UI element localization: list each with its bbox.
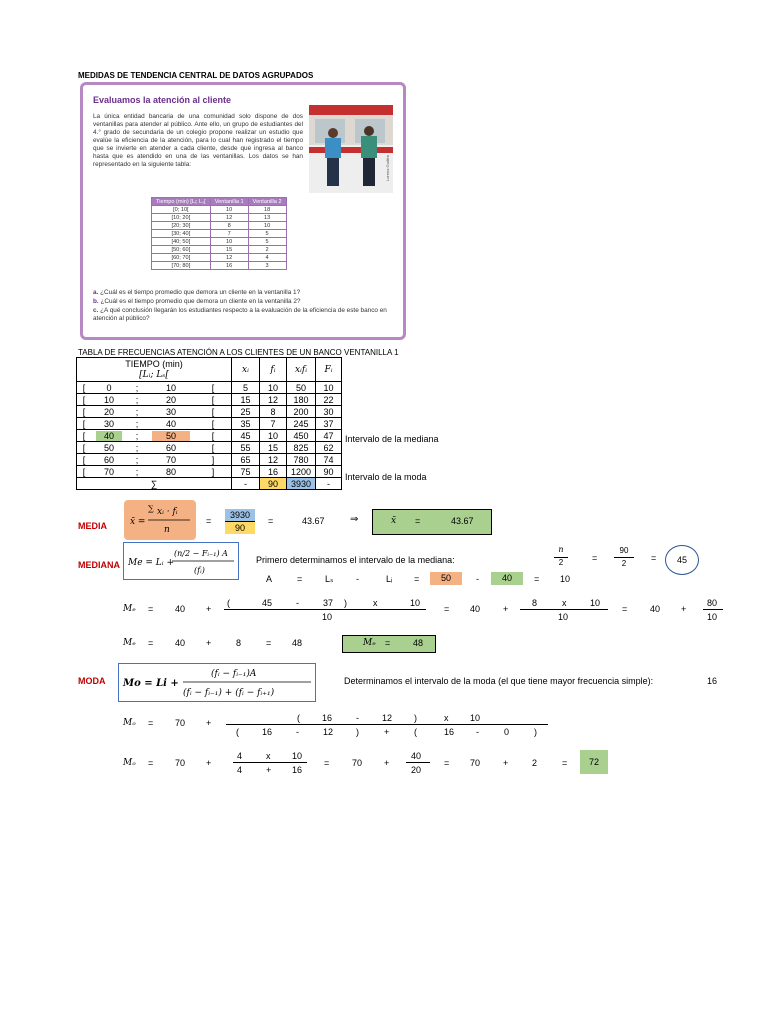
problem-table-cell: 5 — [248, 230, 286, 238]
moda-intro: Determinamos el intervalo de la moda (el que tiene mayor frecuencia simple): — [344, 676, 654, 686]
amp-minus2: - — [476, 574, 479, 584]
question-b: b. ¿Cuál es el tiempo promedio que demora un cliente en la ventanilla 2? — [93, 298, 301, 305]
problem-table-cell: 5 — [248, 238, 286, 246]
amp-upper: 50 — [430, 572, 462, 585]
table-row — [77, 418, 342, 430]
amp-lower: 40 — [491, 572, 523, 585]
header-tiempo: TIEMPO (min) [Lᵢ; Lₛ[ — [77, 358, 232, 382]
cell-a: 0 — [106, 382, 112, 393]
problem-table-cell: [10; 20[ — [152, 214, 211, 222]
cell-xi: 15 — [240, 394, 251, 405]
table-row — [77, 466, 342, 478]
table-cell — [316, 466, 342, 478]
table-cell — [232, 454, 260, 466]
cell-b: 20 — [165, 394, 176, 405]
table-cell — [91, 466, 127, 478]
cell-a: 50 — [103, 442, 114, 453]
cell-fi: 15 — [267, 442, 278, 453]
table-cell — [287, 406, 316, 418]
problem-card — [80, 82, 406, 340]
cell-xifi: 180 — [293, 394, 309, 405]
table-cell — [232, 442, 260, 454]
table-cell — [195, 394, 232, 406]
table-cell — [77, 430, 92, 442]
problem-table-row — [152, 214, 287, 222]
table-cell — [260, 418, 287, 430]
cell-b: 80 — [165, 466, 176, 477]
table-cell — [127, 382, 147, 394]
table-cell — [316, 430, 342, 442]
problem-text: La única entidad bancaria de una comunidad solo dispone de dos ventanillas para atender al público. Ante ello, un grupo de estudiantes del 4.° grado de secundaria de un colegio propone realizar un estudio que evalúe la eficiencia de la atención, para lo cual han registrado el tiempo que se invierte en atender a cada cliente, desde que ingresa al banco hasta que es atendido en una de las ventanillas. Los datos se han representado en la siguiente tabla: — [93, 113, 303, 168]
cell-xifi: 1200 — [290, 466, 312, 477]
half-bottom: 2 — [621, 559, 627, 568]
problem-table-header: Ventanilla 2 — [248, 198, 286, 206]
table-cell — [91, 454, 127, 466]
table-cell — [91, 430, 127, 442]
cell-a: 60 — [103, 454, 114, 465]
problem-table-cell: [20; 30[ — [152, 222, 211, 230]
cell-xifi: 245 — [293, 418, 309, 429]
table-cell — [316, 442, 342, 454]
table-cell — [232, 406, 260, 418]
median-formula — [123, 542, 239, 580]
cell-fi: 10 — [267, 430, 278, 441]
table-cell — [260, 406, 287, 418]
n-bottom: 2 — [558, 558, 564, 567]
cell-xifi: 450 — [293, 430, 309, 441]
media-denominator: 90 — [225, 522, 255, 534]
cell-s: ; — [135, 394, 139, 405]
table-cell — [232, 382, 260, 394]
cell-o: [ — [82, 430, 86, 441]
table-row — [77, 442, 342, 454]
problem-table-cell: 16 — [210, 262, 248, 270]
table-cell — [232, 418, 260, 430]
n-top: n — [558, 545, 564, 554]
cell-s: ; — [135, 454, 139, 465]
mediana-label: MEDIANA — [78, 560, 120, 570]
header-xi: xᵢ — [232, 358, 260, 382]
cell-fi: 12 — [267, 394, 278, 405]
table-cell — [127, 466, 147, 478]
table-cell — [232, 394, 260, 406]
cell-xifi: 825 — [293, 442, 309, 453]
problem-table-cell: 3 — [248, 262, 286, 270]
amp-value: 10 — [560, 574, 571, 584]
cell-fi: 8 — [270, 406, 276, 417]
media-value: 43.67 — [302, 516, 325, 526]
table-cell — [287, 418, 316, 430]
table-cell — [316, 406, 342, 418]
sum-symbol: ∑ — [77, 478, 232, 490]
mediana-eq1: = — [592, 553, 598, 563]
page-title: MEDIDAS DE TENDENCIA CENTRAL DE DATOS AGRUPADOS — [78, 71, 314, 80]
problem-table-cell: [0; 10[ — [152, 206, 211, 214]
table-cell — [260, 430, 287, 442]
cell-b: 50 — [152, 431, 190, 441]
problem-table-cell: 13 — [248, 214, 286, 222]
table-cell — [260, 394, 287, 406]
table-cell — [147, 394, 195, 406]
cell-fi: 10 — [267, 382, 278, 393]
table-cell — [195, 406, 232, 418]
table-cell — [316, 394, 342, 406]
table-cell — [91, 418, 127, 430]
mediana-intro: Primero determinamos el intervalo de la mediana: — [256, 555, 455, 565]
table-cell — [260, 382, 287, 394]
table-cell — [195, 418, 232, 430]
svg-text:(fᵢ − fᵢ₋₁) + (fᵢ − fᵢ₊₁): (fᵢ − fᵢ₋₁) + (fᵢ − fᵢ₊₁) — [183, 688, 275, 698]
cell-s: ; — [135, 406, 139, 417]
cell-o: [ — [82, 466, 86, 477]
amp-minus: - — [356, 574, 359, 584]
svg-text:n: n — [164, 525, 170, 535]
question-c: c. ¿A qué conclusión llegarán los estudiantes respecto a la evaluación de la eficiencia de este banco en atención al público? — [93, 307, 387, 322]
problem-table-row — [152, 230, 287, 238]
cell-fi: 12 — [267, 454, 278, 465]
table-cell — [287, 394, 316, 406]
problem-table — [151, 197, 287, 270]
table-cell — [287, 466, 316, 478]
mean-formula — [124, 500, 196, 540]
cell-Fi: 47 — [323, 430, 334, 441]
cell-a: 20 — [103, 406, 114, 417]
cell-xi: 75 — [240, 466, 251, 477]
header-xifi: xᵢfᵢ — [287, 358, 316, 382]
media-arrow: ⇒ — [350, 514, 359, 525]
mode-result-box: 72 — [580, 750, 608, 774]
table-cell — [127, 442, 147, 454]
cell-c: ] — [211, 454, 215, 465]
half-top: 90 — [619, 546, 629, 555]
svg-text:(fᵢ − fᵢ₋₁)A: (fᵢ − fᵢ₋₁)A — [211, 669, 257, 679]
table-cell — [91, 442, 127, 454]
problem-table-cell: [30; 40[ — [152, 230, 211, 238]
header-Fi: Fᵢ — [316, 358, 342, 382]
problem-table-cell: [50; 60[ — [152, 246, 211, 254]
problem-table-row — [152, 222, 287, 230]
cell-b: 60 — [165, 442, 176, 453]
median-position-circle: 45 — [665, 545, 699, 575]
table-row — [77, 382, 342, 394]
header-fi: fᵢ — [260, 358, 287, 382]
amp-Li: Lᵢ — [386, 574, 393, 584]
table-cell — [77, 394, 92, 406]
table-cell — [127, 454, 147, 466]
sum-xi: - — [232, 478, 260, 490]
table-cell — [147, 418, 195, 430]
problem-table-cell: [40; 50[ — [152, 238, 211, 246]
table-cell — [147, 406, 195, 418]
cell-Fi: 62 — [323, 442, 334, 453]
svg-text:Me = Lᵢ +: Me = Lᵢ + — [128, 558, 174, 568]
problem-table-cell: 10 — [210, 206, 248, 214]
table-cell — [127, 394, 147, 406]
cell-fi: 7 — [270, 418, 276, 429]
problem-table-cell: 4 — [248, 254, 286, 262]
cell-c: [ — [211, 442, 215, 453]
svg-text:xᵢ · fᵢ: xᵢ · fᵢ — [157, 507, 178, 517]
table-cell — [91, 382, 127, 394]
cell-a: 10 — [103, 394, 114, 405]
amp-eqC: = — [534, 574, 540, 584]
cell-xi: 45 — [240, 430, 251, 441]
problem-table-row — [152, 238, 287, 246]
cell-xifi: 200 — [293, 406, 309, 417]
cell-b: 10 — [165, 382, 176, 393]
cell-c: [ — [211, 418, 215, 429]
table-row — [77, 406, 342, 418]
cell-s: ; — [135, 466, 139, 477]
table-cell — [287, 430, 316, 442]
cell-o: [ — [82, 418, 86, 429]
cell-xifi: 780 — [293, 454, 309, 465]
media-eq: = — [206, 516, 212, 526]
svg-text:(n/2 − Fᵢ₋₁) A: (n/2 − Fᵢ₋₁) A — [174, 549, 228, 558]
table-cell — [77, 406, 92, 418]
cell-b: 30 — [165, 406, 176, 417]
table-cell — [195, 382, 232, 394]
amp-eq: = — [297, 574, 303, 584]
table-cell — [77, 418, 92, 430]
table-cell — [91, 394, 127, 406]
problem-table-cell: 18 — [248, 206, 286, 214]
question-a: a. ¿Cuál es el tiempo promedio que demora un cliente en la ventanilla 1? — [93, 289, 301, 296]
problem-table-row — [152, 254, 287, 262]
table-cell — [195, 442, 232, 454]
cell-s: ; — [135, 418, 139, 429]
cell-o: [ — [82, 406, 86, 417]
median-result-box: Mₑ = 48 — [342, 635, 436, 653]
moda-freq: 16 — [707, 676, 718, 686]
table-cell — [195, 430, 232, 442]
table-cell — [147, 454, 195, 466]
table-cell — [195, 466, 232, 478]
table-cell — [195, 454, 232, 466]
cell-b: 70 — [165, 454, 176, 465]
cell-b: 40 — [165, 418, 176, 429]
cell-c: [ — [211, 430, 215, 441]
table-cell — [127, 418, 147, 430]
table-cell — [147, 442, 195, 454]
problem-heading: Evaluamos la atención al cliente — [93, 95, 232, 105]
media-result: x̄ = 43.67 — [372, 509, 492, 535]
photo-credit: Lorena Guillén — [385, 155, 390, 182]
cell-s: ; — [135, 430, 139, 441]
table-cell — [316, 382, 342, 394]
problem-table-cell: 8 — [210, 222, 248, 230]
svg-text:∑: ∑ — [148, 504, 154, 513]
problem-table-cell: [70; 80[ — [152, 262, 211, 270]
cell-Fi: 10 — [323, 382, 334, 393]
cell-fi: 16 — [267, 466, 278, 477]
problem-table-cell: 10 — [248, 222, 286, 230]
table-row — [77, 454, 342, 466]
moda-label: MODA — [78, 676, 106, 686]
cell-a: 70 — [103, 466, 114, 477]
cell-xi: 65 — [240, 454, 251, 465]
problem-table-header: Ventanilla 1 — [210, 198, 248, 206]
cell-xi: 25 — [240, 406, 251, 417]
mediana-eq2: = — [651, 553, 657, 563]
sum-Fi: - — [316, 478, 342, 490]
table-cell — [232, 430, 260, 442]
svg-text:Mo = Li +: Mo = Li + — [123, 678, 179, 689]
table-cell — [316, 418, 342, 430]
table-cell — [77, 454, 92, 466]
media-numerator: 3930 — [225, 509, 255, 521]
table-cell — [147, 430, 195, 442]
table-cell — [147, 466, 195, 478]
table-cell — [287, 382, 316, 394]
table-caption: TABLA DE FRECUENCIAS ATENCIÓN A LOS CLIENTES DE UN BANCO VENTANILLA 1 — [78, 348, 399, 357]
cell-a: 40 — [96, 431, 122, 441]
mode-interval-note: Intervalo de la moda — [345, 472, 427, 482]
problem-table-cell: [60; 70[ — [152, 254, 211, 262]
table-cell — [91, 406, 127, 418]
amp-eqB: = — [414, 574, 420, 584]
media-eq2: = — [268, 516, 274, 526]
problem-table-row — [152, 206, 287, 214]
svg-text:(fᵢ): (fᵢ) — [194, 566, 205, 575]
cell-s: ; — [135, 442, 139, 453]
table-cell — [287, 454, 316, 466]
cell-Fi: 90 — [323, 466, 334, 477]
problem-table-row — [152, 262, 287, 270]
mode-formula — [118, 663, 316, 702]
amp-A: A — [266, 574, 273, 584]
table-cell — [316, 454, 342, 466]
cell-xi: 5 — [242, 382, 248, 393]
problem-table-cell: 12 — [210, 254, 248, 262]
cell-o: [ — [82, 454, 86, 465]
table-cell — [77, 382, 92, 394]
problem-table-header: Tiempo (min) [Lᵢ; Lₛ[ — [152, 198, 211, 206]
table-cell — [147, 382, 195, 394]
table-cell — [77, 466, 92, 478]
problem-table-cell: 15 — [210, 246, 248, 254]
median-interval-note: Intervalo de la mediana — [345, 434, 439, 444]
cell-Fi: 74 — [323, 454, 334, 465]
cell-c: [ — [211, 382, 215, 393]
table-cell — [287, 442, 316, 454]
amp-Ls: Lₛ — [325, 574, 334, 584]
table-cell — [127, 406, 147, 418]
cell-s: ; — [135, 382, 139, 393]
media-label: MEDIA — [78, 521, 107, 531]
cell-o: [ — [82, 394, 86, 405]
frequency-table — [76, 357, 342, 490]
problem-table-row — [152, 246, 287, 254]
cell-xi: 55 — [240, 442, 251, 453]
table-cell — [260, 466, 287, 478]
table-cell — [232, 466, 260, 478]
cell-o: [ — [82, 442, 86, 453]
bank-tellers-photo — [309, 105, 393, 193]
cell-xi: 35 — [240, 418, 251, 429]
cell-Fi: 30 — [323, 406, 334, 417]
table-row — [77, 394, 342, 406]
table-cell — [77, 442, 92, 454]
table-cell — [260, 442, 287, 454]
problem-table-cell: 7 — [210, 230, 248, 238]
cell-a: 30 — [103, 418, 114, 429]
cell-o: [ — [82, 382, 86, 393]
cell-Fi: 37 — [323, 418, 334, 429]
cell-xifi: 50 — [295, 382, 306, 393]
svg-text:x̄ =: x̄ = — [130, 517, 146, 527]
problem-table-cell: 12 — [210, 214, 248, 222]
sum-xifi: 3930 — [287, 478, 316, 490]
cell-Fi: 22 — [323, 394, 334, 405]
cell-c: ] — [211, 466, 215, 477]
cell-c: [ — [211, 394, 215, 405]
problem-table-cell: 10 — [210, 238, 248, 246]
cell-c: [ — [211, 406, 215, 417]
table-cell — [260, 454, 287, 466]
sum-fi: 90 — [260, 478, 287, 490]
table-cell — [127, 430, 147, 442]
problem-table-cell: 2 — [248, 246, 286, 254]
table-row — [77, 430, 342, 442]
